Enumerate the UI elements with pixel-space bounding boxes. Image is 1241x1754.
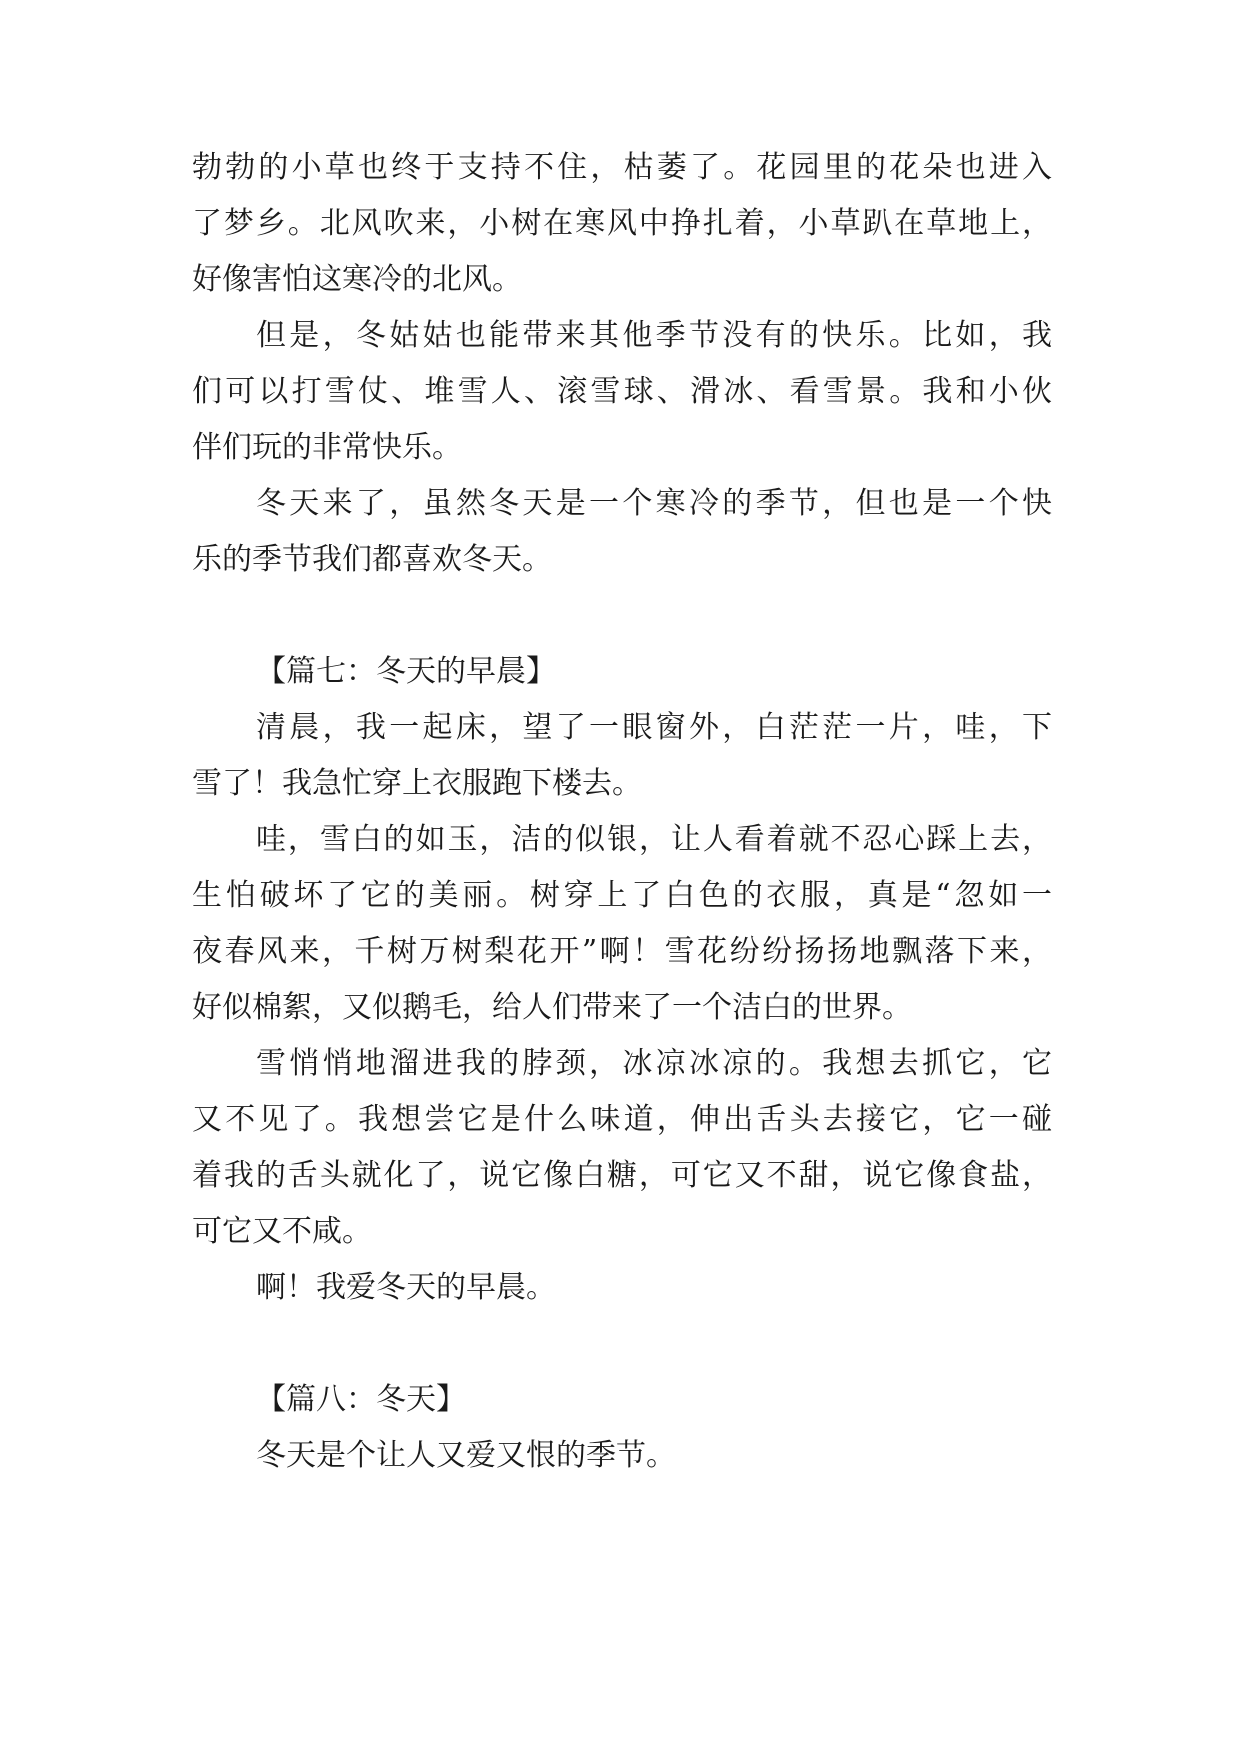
paragraph-line: 伴们玩的非常快乐。	[192, 430, 462, 465]
paragraph-line: 但是，冬姑姑也能带来其他季节没有的快乐。比如，我	[256, 318, 1052, 353]
paragraph-line: 勃勃的小草也终于支持不住，枯萎了。花园里的花朵也进入	[192, 150, 1052, 185]
section-heading: 【篇八：冬天】	[256, 1382, 466, 1417]
paragraph-line: 哇，雪白的如玉，洁的似银，让人看着就不忍心踩上去，	[256, 822, 1052, 857]
paragraph-line: 着我的舌头就化了，说它像白糖，可它又不甜，说它像食盐，	[192, 1158, 1052, 1193]
paragraph-line: 可它又不咸。	[192, 1214, 372, 1249]
paragraph-line: 又不见了。我想尝它是什么味道，伸出舌头去接它，它一碰	[192, 1102, 1052, 1137]
paragraph-line: 们可以打雪仗、堆雪人、滚雪球、滑冰、看雪景。我和小伙	[192, 374, 1052, 409]
paragraph-line: 啊！我爱冬天的早晨。	[256, 1270, 556, 1305]
paragraph-line: 好像害怕这寒冷的北风。	[192, 262, 522, 297]
paragraph-line: 雪悄悄地溜进我的脖颈，冰凉冰凉的。我想去抓它，它	[256, 1046, 1052, 1081]
paragraph-line: 夜春风来，千树万树梨花开”啊！雪花纷纷扬扬地飘落下来，	[192, 934, 1052, 969]
section-heading: 【篇七：冬天的早晨】	[256, 654, 556, 689]
paragraph-line: 生怕破坏了它的美丽。树穿上了白色的衣服，真是“忽如一	[192, 878, 1052, 913]
paragraph-line: 雪了！我急忙穿上衣服跑下楼去。	[192, 766, 642, 801]
paragraph-line: 清晨，我一起床，望了一眼窗外，白茫茫一片，哇，下	[256, 710, 1052, 745]
paragraph-line: 冬天来了，虽然冬天是一个寒冷的季节，但也是一个快	[256, 486, 1052, 521]
paragraph-line: 了梦乡。北风吹来，小树在寒风中挣扎着，小草趴在草地上，	[192, 206, 1052, 241]
paragraph-line: 好似棉絮，又似鹅毛，给人们带来了一个洁白的世界。	[192, 990, 912, 1025]
paragraph-line: 冬天是个让人又爱又恨的季节。	[256, 1438, 676, 1473]
paragraph-line: 乐的季节我们都喜欢冬天。	[192, 542, 552, 577]
